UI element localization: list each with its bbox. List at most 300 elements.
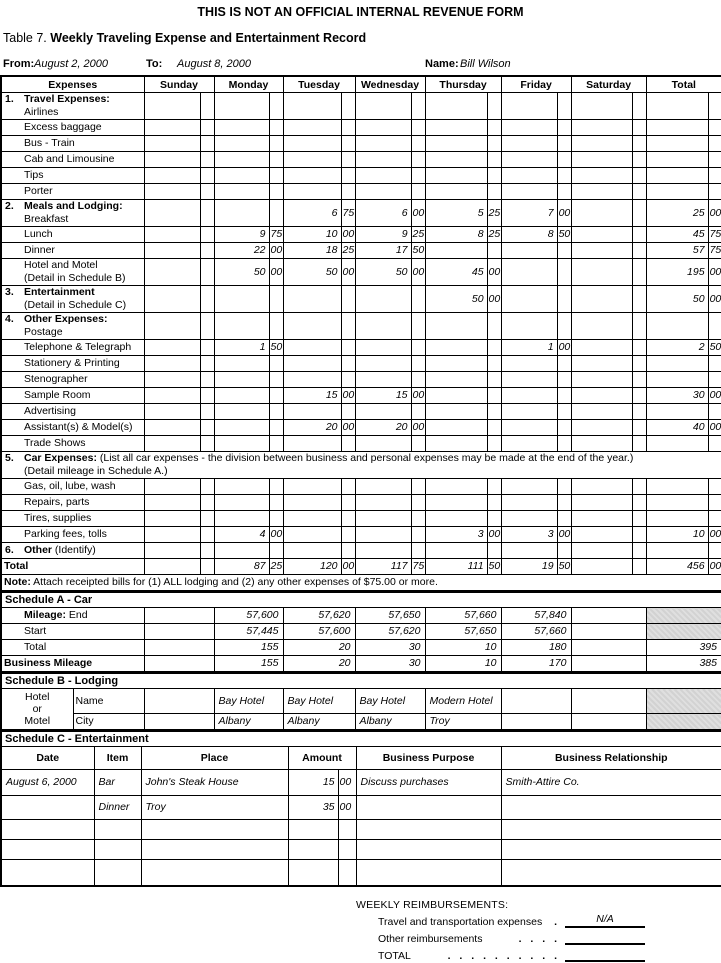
expense-row <box>1 243 721 259</box>
form-title-prefix: Table 7. <box>3 31 51 45</box>
amount-cents: 00 <box>341 227 355 243</box>
amount-dollars <box>144 184 200 200</box>
amount-cents <box>632 356 646 372</box>
amount-cents <box>557 313 571 340</box>
lodging-cell: Albany <box>283 714 355 731</box>
amount-dollars <box>425 168 487 184</box>
mileage-cell <box>571 608 646 624</box>
lodging-field-label: City <box>73 714 144 731</box>
amount-dollars <box>571 313 632 340</box>
amount-dollars <box>571 286 632 313</box>
amount-dollars <box>501 404 557 420</box>
amount-cents <box>708 120 721 136</box>
amount-dollars <box>355 313 411 340</box>
date-cell <box>1 820 94 840</box>
amount-dollars <box>214 93 269 120</box>
amount-dollars: 15 <box>288 770 338 796</box>
amount-cents <box>200 152 214 168</box>
amount-cents <box>341 152 355 168</box>
amount-dollars <box>571 559 632 575</box>
amount-dollars: 18 <box>283 243 341 259</box>
business-relationship-cell <box>501 820 721 840</box>
amount-cents <box>200 120 214 136</box>
amount-cents <box>341 372 355 388</box>
label-line <box>4 560 142 573</box>
amount-dollars <box>425 479 487 495</box>
amount-dollars <box>283 356 341 372</box>
amount-cents <box>200 543 214 559</box>
amount-dollars <box>355 436 411 452</box>
amount-dollars <box>571 479 632 495</box>
column-header-total: Total <box>646 76 721 93</box>
amount-dollars <box>646 495 708 511</box>
place-cell <box>141 860 288 887</box>
mileage-cell: 57,660 <box>425 608 501 624</box>
amount-cents: 25 <box>269 559 283 575</box>
amount-dollars <box>355 152 411 168</box>
amount-cents <box>411 356 425 372</box>
column-header-tuesday: Tuesday <box>283 76 355 93</box>
amount-dollars: 19 <box>501 559 557 575</box>
mileage-cell: 30 <box>355 640 425 656</box>
amount-cents <box>200 313 214 340</box>
label-line: Tips <box>24 169 44 181</box>
schedule-a-band-row <box>1 592 721 608</box>
amount-dollars <box>571 404 632 420</box>
amount-cents <box>200 286 214 313</box>
item-cell <box>94 840 141 860</box>
amount-dollars <box>144 168 200 184</box>
schedule-a-heading: Schedule A - Car <box>1 592 721 608</box>
amount-dollars <box>501 93 557 120</box>
amount-cents <box>200 136 214 152</box>
amount-cents <box>708 93 721 120</box>
amount-dollars <box>355 495 411 511</box>
amount-cents <box>200 388 214 404</box>
label-line: Telephone & Telegraph <box>24 341 132 353</box>
amount-cents: 25 <box>341 243 355 259</box>
reimbursement-value-line <box>565 930 645 945</box>
amount-cents <box>411 436 425 452</box>
expense-label <box>1 452 721 479</box>
label-line: Note: Attach receipted bills for (1) ALL lodging and (2) any other expenses of $75.00 or more. <box>4 576 438 588</box>
amount-cents: 00 <box>487 527 501 543</box>
amount-cents: 00 <box>269 259 283 286</box>
entertainment-row <box>1 796 721 820</box>
amount-dollars <box>144 313 200 340</box>
label-line: Total <box>24 641 47 653</box>
amount-cents: 00 <box>341 420 355 436</box>
amount-cents <box>557 356 571 372</box>
label-line: Lunch <box>24 228 53 240</box>
amount-cents <box>341 356 355 372</box>
to-value: August 8, 2000 <box>177 58 252 70</box>
amount-dollars <box>646 543 708 559</box>
amount-dollars <box>425 420 487 436</box>
amount-dollars: 3 <box>501 527 557 543</box>
amount-cents <box>632 543 646 559</box>
schedule-c-band-row <box>1 731 721 747</box>
amount-cents <box>632 286 646 313</box>
amount-cents <box>557 168 571 184</box>
amount-cents <box>557 152 571 168</box>
amount-dollars: 6 <box>283 200 341 227</box>
amount-cents <box>708 184 721 200</box>
expense-label <box>1 356 144 372</box>
amount-cents <box>341 479 355 495</box>
amount-cents <box>557 495 571 511</box>
amount-cents: 00 <box>708 388 721 404</box>
label-line: 5. Car Expenses: (List all car expenses - the division between business and personal expenses may be made at the end of the year.) <box>5 452 634 464</box>
amount-dollars <box>501 152 557 168</box>
amount-cents <box>708 152 721 168</box>
amount-dollars <box>571 511 632 527</box>
amount-dollars <box>283 340 341 356</box>
amount-cents <box>487 495 501 511</box>
label-line2: (Detail mileage in Schedule A.) <box>24 465 168 477</box>
amount-dollars <box>283 120 341 136</box>
amount-cents <box>200 243 214 259</box>
label-line: Dinner <box>24 244 55 256</box>
amount-dollars <box>144 200 200 227</box>
amount-cents <box>487 120 501 136</box>
amount-dollars <box>571 200 632 227</box>
label-line: Trade Shows <box>24 437 86 449</box>
place-cell: Troy <box>141 796 288 820</box>
label-bold: Entertainment <box>24 286 95 298</box>
amount-dollars <box>571 227 632 243</box>
amount-dollars: 50 <box>646 286 708 313</box>
amount-cents <box>411 340 425 356</box>
amount-cents <box>338 840 356 860</box>
amount-dollars <box>283 511 341 527</box>
amount-dollars <box>571 136 632 152</box>
mileage-cell: 57,660 <box>501 624 571 640</box>
amount-cents: 00 <box>557 200 571 227</box>
amount-cents <box>487 436 501 452</box>
amount-cents <box>708 372 721 388</box>
amount-cents <box>487 511 501 527</box>
dot-leader: . <box>554 916 560 928</box>
amount-dollars <box>425 356 487 372</box>
label-line2: Airlines <box>24 106 59 118</box>
amount-dollars: 50 <box>425 286 487 313</box>
amount-dollars <box>144 259 200 286</box>
label-line2: Breakfast <box>24 213 69 225</box>
amount-cents <box>632 436 646 452</box>
mileage-cell: 57,620 <box>355 624 425 640</box>
label-bold: Total <box>4 560 29 572</box>
amount-cents <box>200 93 214 120</box>
column-header-friday: Friday <box>501 76 571 93</box>
amount-dollars <box>425 340 487 356</box>
amount-dollars <box>144 152 200 168</box>
amount-cents <box>708 479 721 495</box>
amount-dollars <box>214 286 269 313</box>
amount-dollars <box>425 136 487 152</box>
amount-dollars <box>571 527 632 543</box>
amount-dollars <box>214 313 269 340</box>
amount-dollars <box>283 527 341 543</box>
business-purpose-cell <box>356 820 501 840</box>
amount-dollars <box>501 356 557 372</box>
amount-dollars <box>571 93 632 120</box>
mileage-cell <box>144 656 214 673</box>
amount-dollars: 17 <box>355 243 411 259</box>
amount-dollars <box>214 420 269 436</box>
reimbursement-line <box>378 947 645 962</box>
dot-leader: . . . . . . . . . . <box>447 950 560 962</box>
amount-cents <box>269 511 283 527</box>
label-line <box>4 200 142 213</box>
amount-cents <box>411 93 425 120</box>
amount-dollars <box>355 93 411 120</box>
amount-cents: 00 <box>341 388 355 404</box>
amount-cents: 00 <box>708 527 721 543</box>
amount-cents <box>632 559 646 575</box>
label-bold: Meals and Lodging: <box>24 200 123 212</box>
amount-dollars <box>355 184 411 200</box>
expense-row <box>1 313 721 340</box>
amount-cents <box>411 527 425 543</box>
amount-cents <box>411 120 425 136</box>
amount-dollars <box>571 243 632 259</box>
expense-row <box>1 340 721 356</box>
expense-label <box>1 575 721 592</box>
expense-row <box>1 93 721 120</box>
amount-cents <box>341 436 355 452</box>
amount-dollars <box>355 286 411 313</box>
expense-table-header-row <box>1 76 721 93</box>
label-line: Stenographer <box>24 373 88 385</box>
amount-cents: 00 <box>557 527 571 543</box>
amount-dollars: 57 <box>646 243 708 259</box>
amount-dollars: 9 <box>214 227 269 243</box>
amount-cents <box>487 372 501 388</box>
amount-cents <box>411 543 425 559</box>
amount-cents <box>632 227 646 243</box>
amount-dollars <box>355 404 411 420</box>
amount-cents <box>632 243 646 259</box>
lodging-cell: Bay Hotel <box>355 689 425 714</box>
amount-cents <box>341 404 355 420</box>
amount-cents <box>269 388 283 404</box>
amount-dollars <box>425 152 487 168</box>
amount-dollars <box>214 543 269 559</box>
amount-dollars <box>571 184 632 200</box>
lodging-cell <box>144 689 214 714</box>
column-header-place: Place <box>141 747 288 770</box>
lodging-cell <box>571 689 646 714</box>
amount-dollars <box>283 152 341 168</box>
expense-row <box>1 404 721 420</box>
amount-cents <box>487 404 501 420</box>
expense-label <box>1 543 144 559</box>
amount-dollars <box>355 356 411 372</box>
expense-label <box>1 511 144 527</box>
label-bold: Mileage: <box>24 609 67 621</box>
amount-dollars <box>355 120 411 136</box>
amount-dollars <box>214 436 269 452</box>
column-header-saturday: Saturday <box>571 76 646 93</box>
amount-dollars: 1 <box>214 340 269 356</box>
entertainment-row <box>1 840 721 860</box>
amount-cents <box>269 120 283 136</box>
item-cell: Dinner <box>94 796 141 820</box>
amount-cents <box>200 168 214 184</box>
amount-cents: 00 <box>708 286 721 313</box>
amount-dollars: 20 <box>355 420 411 436</box>
schedule-c-heading: Schedule C - Entertainment <box>1 731 721 747</box>
amount-cents <box>632 120 646 136</box>
reimbursement-line <box>378 913 645 928</box>
amount-dollars <box>425 436 487 452</box>
expense-label <box>1 136 144 152</box>
amount-cents <box>269 286 283 313</box>
amount-dollars <box>214 479 269 495</box>
column-header-amount: Amount <box>288 747 356 770</box>
amount-dollars <box>571 372 632 388</box>
expense-row <box>1 227 721 243</box>
amount-dollars: 10 <box>283 227 341 243</box>
business-relationship-cell <box>501 860 721 887</box>
amount-dollars <box>501 286 557 313</box>
amount-cents <box>487 243 501 259</box>
amount-dollars <box>425 372 487 388</box>
amount-dollars: 40 <box>646 420 708 436</box>
expense-row <box>1 152 721 168</box>
form-title <box>3 31 721 45</box>
schedule-b-table <box>0 672 721 731</box>
amount-dollars: 3 <box>425 527 487 543</box>
amount-dollars <box>425 388 487 404</box>
amount-cents <box>269 200 283 227</box>
lodging-row <box>1 714 721 731</box>
amount-cents <box>341 93 355 120</box>
amount-dollars <box>646 93 708 120</box>
amount-dollars <box>144 495 200 511</box>
business-relationship-cell <box>501 796 721 820</box>
amount-cents <box>557 259 571 286</box>
amount-dollars <box>646 356 708 372</box>
amount-cents <box>632 259 646 286</box>
amount-cents <box>341 136 355 152</box>
amount-dollars: 195 <box>646 259 708 286</box>
mileage-cell: 155 <box>214 656 283 673</box>
lodging-field-label: Name <box>73 689 144 714</box>
label-line: Advertising <box>24 405 76 417</box>
amount-dollars <box>144 356 200 372</box>
amount-cents <box>269 479 283 495</box>
expense-row <box>1 420 721 436</box>
amount-cents <box>487 356 501 372</box>
amount-cents <box>487 479 501 495</box>
mileage-cell: 30 <box>355 656 425 673</box>
label-line <box>4 286 142 299</box>
amount-cents <box>411 136 425 152</box>
amount-dollars <box>425 184 487 200</box>
amount-dollars <box>646 136 708 152</box>
amount-cents <box>269 184 283 200</box>
amount-cents <box>487 340 501 356</box>
amount-cents <box>200 404 214 420</box>
amount-dollars <box>283 168 341 184</box>
expense-label <box>1 495 144 511</box>
item-number: 6. <box>5 544 14 556</box>
mileage-cell: 57,650 <box>355 608 425 624</box>
amount-dollars <box>283 495 341 511</box>
amount-dollars <box>501 168 557 184</box>
expense-label <box>1 227 144 243</box>
expense-label <box>1 184 144 200</box>
amount-cents <box>200 259 214 286</box>
amount-dollars <box>144 511 200 527</box>
amount-dollars <box>355 527 411 543</box>
amount-cents: 75 <box>708 243 721 259</box>
amount-dollars <box>288 860 338 887</box>
amount-cents <box>200 511 214 527</box>
amount-dollars <box>144 543 200 559</box>
amount-dollars <box>144 479 200 495</box>
mileage-row <box>1 624 721 640</box>
expense-label <box>1 93 144 120</box>
business-relationship-cell: Smith-Attire Co. <box>501 770 721 796</box>
mileage-row <box>1 608 721 624</box>
amount-dollars: 120 <box>283 559 341 575</box>
amount-dollars: 20 <box>283 420 341 436</box>
business-purpose-cell <box>356 860 501 887</box>
amount-cents <box>557 436 571 452</box>
amount-cents: 50 <box>411 243 425 259</box>
amount-cents <box>411 495 425 511</box>
expense-label <box>1 608 144 624</box>
mileage-cell: 57,600 <box>214 608 283 624</box>
amount-dollars: 7 <box>501 200 557 227</box>
reimbursement-value-line: N/A <box>565 913 645 928</box>
amount-cents <box>487 388 501 404</box>
label-line: Repairs, parts <box>24 496 90 508</box>
amount-cents <box>341 495 355 511</box>
amount-cents <box>341 286 355 313</box>
amount-cents <box>487 420 501 436</box>
expense-label <box>1 624 144 640</box>
amount-cents: 00 <box>411 200 425 227</box>
amount-cents <box>557 93 571 120</box>
amount-cents <box>411 372 425 388</box>
lodging-cell <box>144 714 214 731</box>
amount-dollars <box>214 404 269 420</box>
amount-cents <box>557 404 571 420</box>
amount-dollars <box>355 168 411 184</box>
reimbursements-title: WEEKLY REIMBURSEMENTS: <box>356 899 509 911</box>
expense-label <box>1 404 144 420</box>
amount-dollars <box>283 404 341 420</box>
label-line: Bus - Train <box>24 137 75 149</box>
amount-cents <box>708 313 721 340</box>
amount-cents <box>632 152 646 168</box>
amount-dollars <box>501 184 557 200</box>
amount-dollars <box>288 840 338 860</box>
amount-cents <box>200 527 214 543</box>
amount-cents <box>200 495 214 511</box>
amount-dollars <box>355 543 411 559</box>
amount-cents <box>200 559 214 575</box>
from-label: From: <box>3 58 35 70</box>
section-note-row <box>1 575 721 592</box>
amount-cents: 25 <box>411 227 425 243</box>
amount-cents: 00 <box>341 259 355 286</box>
label-line <box>4 313 142 326</box>
